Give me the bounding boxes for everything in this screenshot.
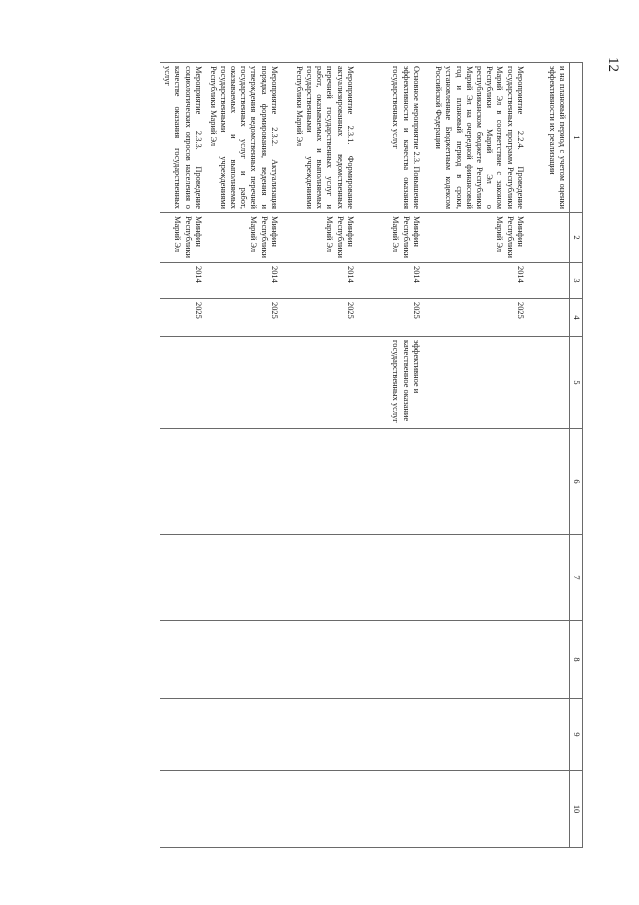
- executor-cell: Минфин Республики Марий Эл: [205, 213, 281, 263]
- executor-cell: Минфин Республики Марий Эл: [423, 213, 527, 263]
- empty-cell-8: [160, 621, 205, 699]
- empty-cell-6: [281, 429, 357, 535]
- empty-cell-10: [357, 771, 423, 848]
- program-measures-table: [160, 62, 583, 848]
- table-row: [423, 63, 527, 848]
- empty-cell-7: [423, 535, 527, 621]
- table-row: [281, 63, 357, 848]
- table-row: [160, 63, 205, 848]
- start-year-cell: 2014: [357, 263, 423, 299]
- start-year-cell: 2014: [423, 263, 527, 299]
- empty-cell-6: [527, 429, 570, 535]
- start-year-cell: 2014: [281, 263, 357, 299]
- header-col-6: 6: [569, 429, 582, 535]
- table-row: [205, 63, 281, 848]
- empty-cell-7: [205, 535, 281, 621]
- empty-cell-7: [281, 535, 357, 621]
- empty-cell-6: [423, 429, 527, 535]
- empty-cell-6: [357, 429, 423, 535]
- table-header-row: [569, 63, 582, 848]
- header-col-7: 7: [569, 535, 582, 621]
- empty-cell-6: [205, 429, 281, 535]
- header-col-9: 9: [569, 699, 582, 771]
- expected-result-cell: [423, 337, 527, 429]
- executor-cell: [527, 213, 570, 263]
- empty-cell-7: [527, 535, 570, 621]
- start-year-cell: [527, 263, 570, 299]
- empty-cell-9: [527, 699, 570, 771]
- header-col-8: 8: [569, 621, 582, 699]
- empty-cell-6: [160, 429, 205, 535]
- end-year-cell: 2025: [205, 299, 281, 337]
- empty-cell-9: [423, 699, 527, 771]
- header-col-2: 2: [569, 213, 582, 263]
- header-col-3: 3: [569, 263, 582, 299]
- header-col-10: 10: [569, 771, 582, 848]
- expected-result-cell: [281, 337, 357, 429]
- empty-cell-7: [357, 535, 423, 621]
- end-year-cell: 2025: [357, 299, 423, 337]
- end-year-cell: 2025: [281, 299, 357, 337]
- empty-cell-10: [281, 771, 357, 848]
- empty-cell-9: [205, 699, 281, 771]
- table-row: [527, 63, 570, 848]
- empty-cell-7: [160, 535, 205, 621]
- empty-cell-10: [527, 771, 570, 848]
- header-col-5: 5: [569, 337, 582, 429]
- empty-cell-10: [423, 771, 527, 848]
- expected-result-cell: [160, 337, 205, 429]
- table-row: [357, 63, 423, 848]
- measure-name-cell: Мероприятие 2.3.1. Формирование актуализированных ведомственных перечней государственных услуг и работ, оказываемых и выполняемых государственными учреждениями Республики Марий Эл: [281, 63, 357, 213]
- end-year-cell: [527, 299, 570, 337]
- empty-cell-9: [357, 699, 423, 771]
- rotated-table-sheet: [43, 62, 583, 847]
- measure-name-cell: Мероприятие 2.2.4. Проведение государственных программ Республики Марий Эл в соответствие с законом Республики Марий Эл о республиканском бюджете Республики Марий Эл на очередной финансовый год и плановый период в сроки, установленные Бюджетным кодексом Российской Федерации: [423, 63, 527, 213]
- empty-cell-8: [527, 621, 570, 699]
- expected-result-cell: эффективное и качественное оказание государственных услуг: [357, 337, 423, 429]
- measure-name-cell: Мероприятие 2.3.3. Проведение социологических опросов населения о качестве оказания государственных услуг: [160, 63, 205, 213]
- empty-cell-8: [281, 621, 357, 699]
- start-year-cell: 2014: [160, 263, 205, 299]
- empty-cell-10: [160, 771, 205, 848]
- empty-cell-8: [205, 621, 281, 699]
- header-col-1: 1: [569, 63, 582, 213]
- end-year-cell: 2025: [423, 299, 527, 337]
- expected-result-cell: [205, 337, 281, 429]
- empty-cell-9: [160, 699, 205, 771]
- empty-cell-9: [281, 699, 357, 771]
- page-number: 12: [605, 57, 621, 72]
- executor-cell: Минфин Республики Марий Эл: [160, 213, 205, 263]
- measure-name-cell: и на плановый период с учетом оценки эффективности их реализации: [527, 63, 570, 213]
- empty-cell-8: [357, 621, 423, 699]
- empty-cell-8: [423, 621, 527, 699]
- start-year-cell: 2014: [205, 263, 281, 299]
- executor-cell: Минфин Республики Марий Эл: [281, 213, 357, 263]
- header-col-4: 4: [569, 299, 582, 337]
- measure-name-cell: Мероприятие 2.3.2. Актуализация порядка формирования, ведения и утверждения ведомственных перечней государственных услуг и работ, оказываемых и выполняемых государственными учреждениями Республики Марий Эл: [205, 63, 281, 213]
- end-year-cell: 2025: [160, 299, 205, 337]
- expected-result-cell: [527, 337, 570, 429]
- executor-cell: Минфин Республики Марий Эл: [357, 213, 423, 263]
- empty-cell-10: [205, 771, 281, 848]
- measure-name-cell: Основное мероприятие 2.3. Повышение эффективности и качества оказания государственных услуг: [357, 63, 423, 213]
